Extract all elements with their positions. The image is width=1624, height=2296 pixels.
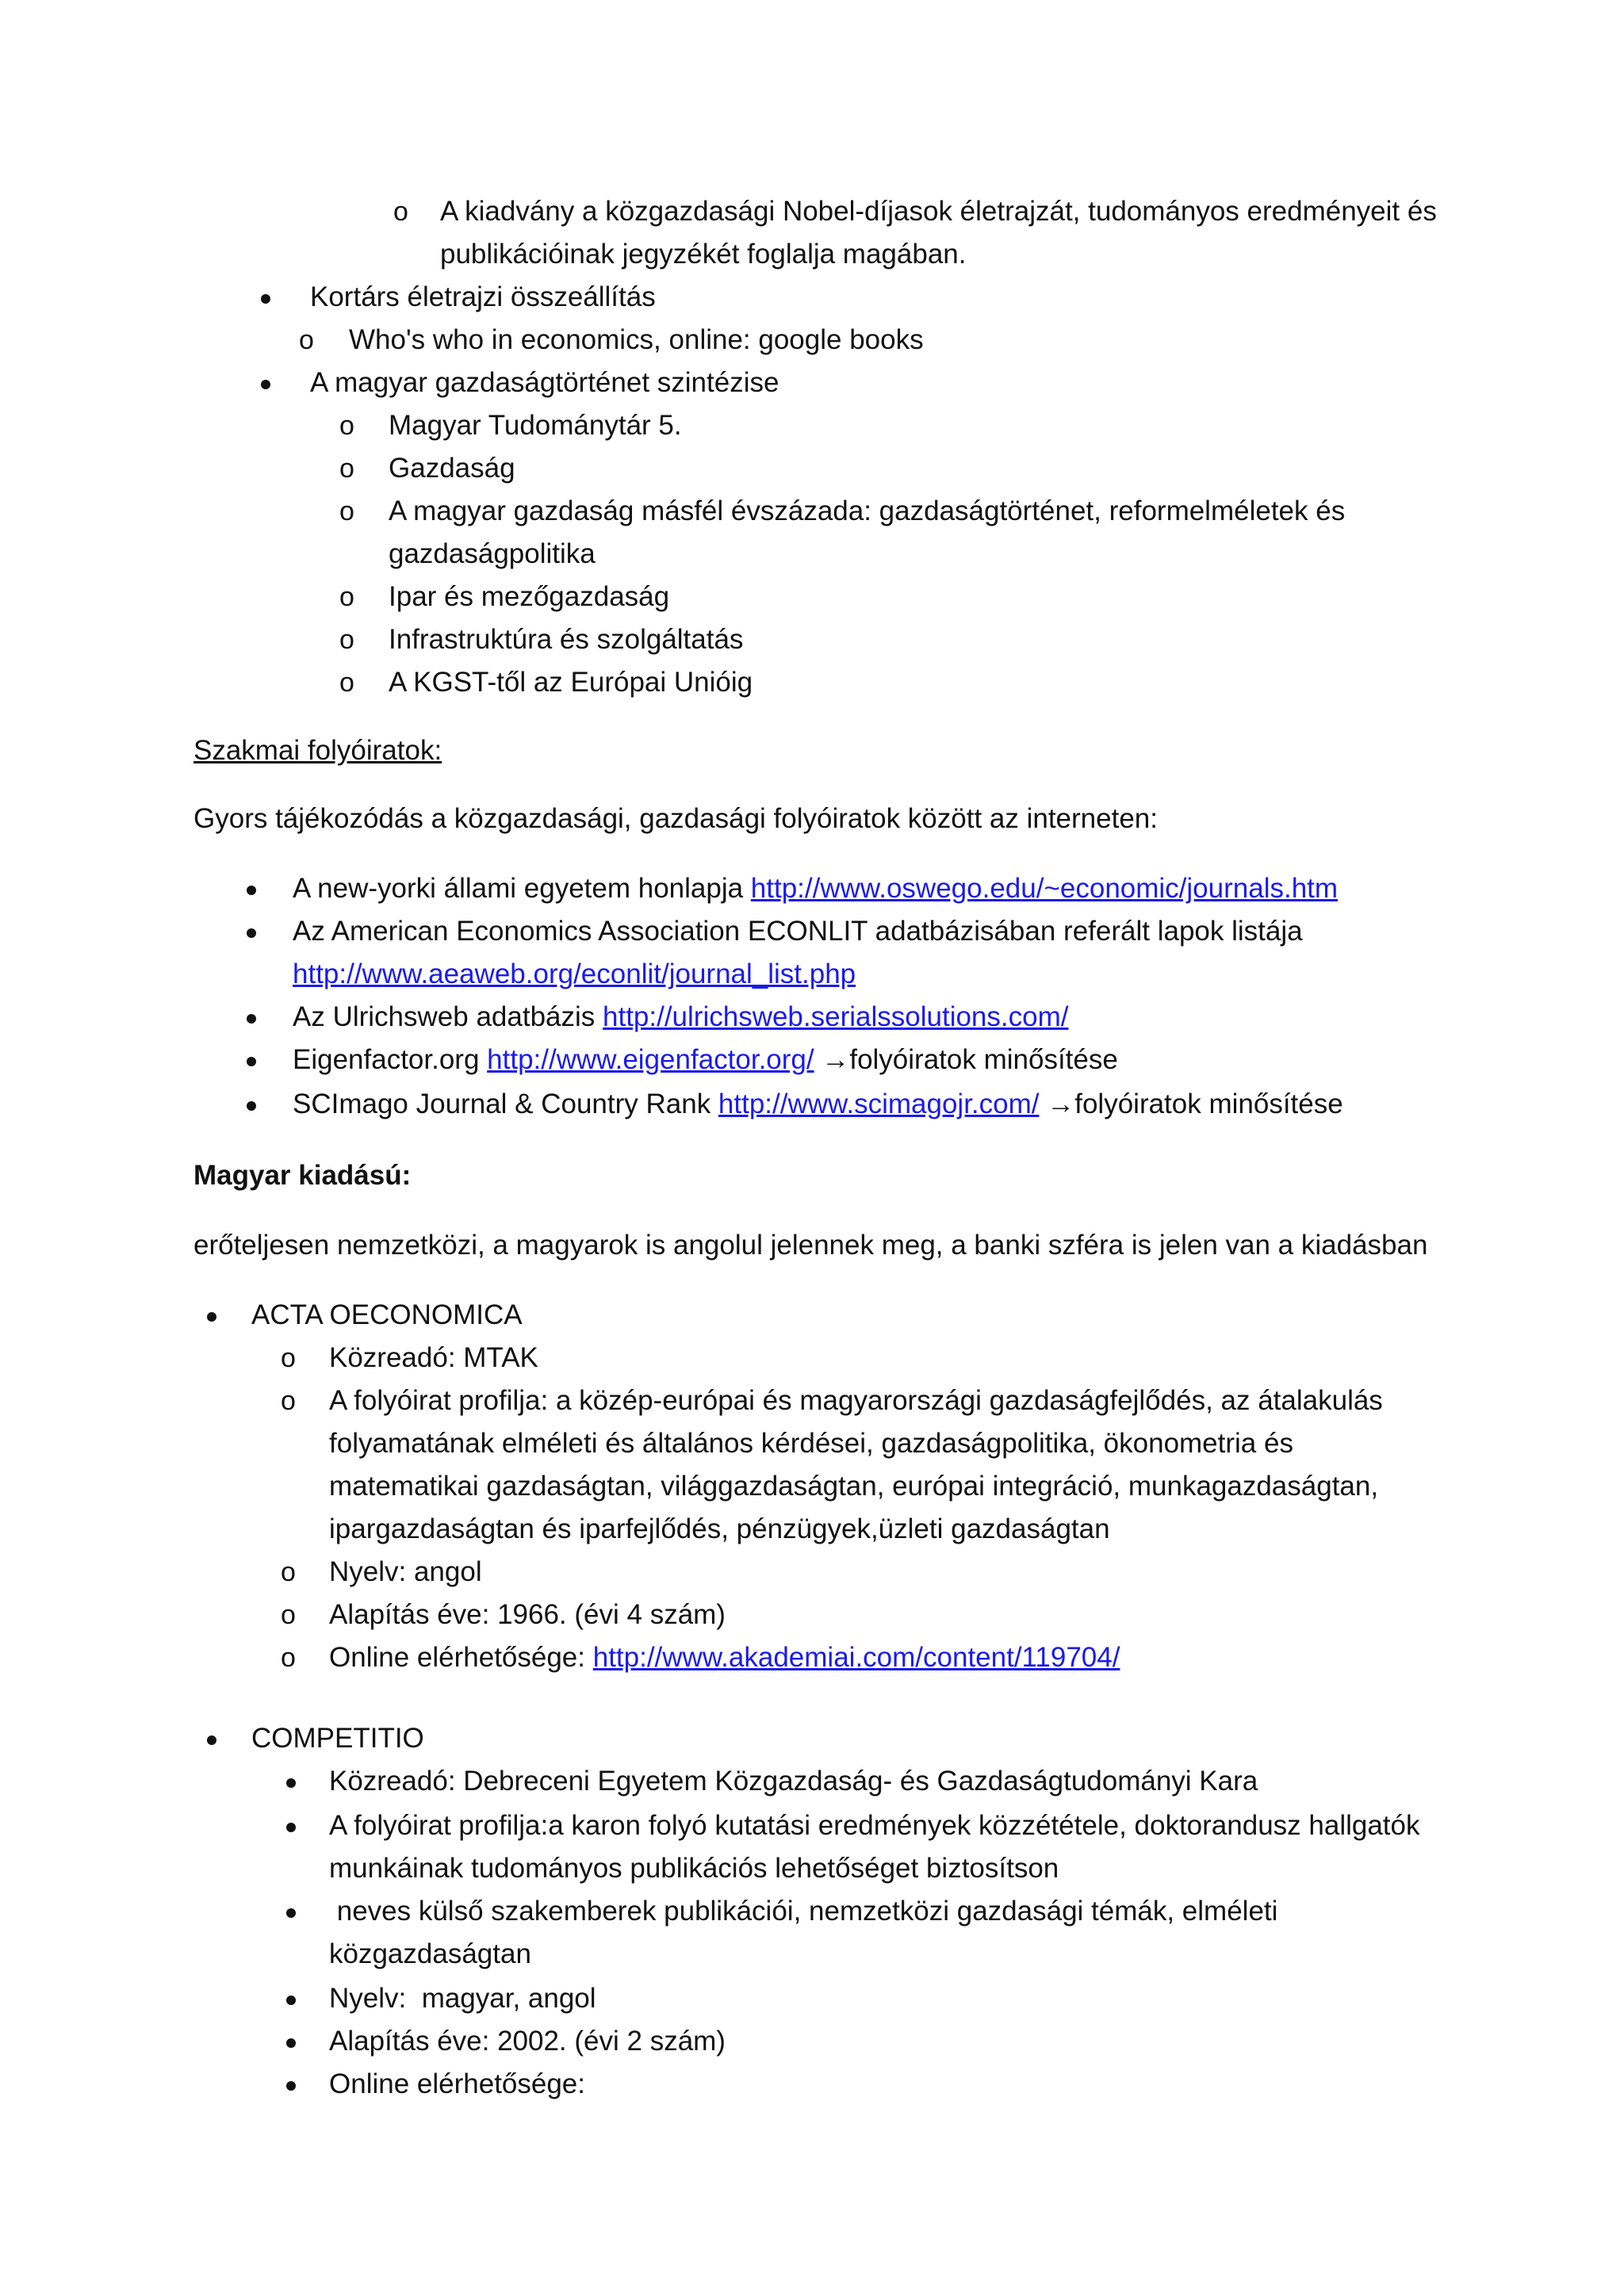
bullet-icon — [207, 1294, 216, 1337]
journal-item-eigenfactor: Eigenfactor.org http://www.eigenfactor.org/ →folyóiratok minősítése — [293, 1044, 1118, 1075]
acta-profil-line-3: matematikai gazdaságtan, világgazdaságtan, európai integráció, munkagazdaságtan, — [329, 1471, 1379, 1502]
competitio-online: Online elérhetősége: — [329, 2068, 585, 2099]
bullet-icon — [247, 1039, 256, 1081]
hollow-bullet: o — [339, 411, 354, 441]
bullet-icon — [247, 867, 256, 910]
nobel-desc-line-1: A kiadvány a közgazdasági Nobel-díjasok életrajzát, tudományos eredményeit és — [440, 196, 1437, 227]
list-item-kortars: Kortárs életrajzi összeállítás — [310, 281, 656, 312]
competitio-neves-line-1: neves külső szakemberek publikációi, nemzetközi gazdasági témák, elméleti — [329, 1896, 1278, 1927]
nobel-desc-line-2: publikációinak jegyzékét foglalja magában. — [440, 239, 967, 270]
bullet-icon — [247, 1083, 256, 1126]
ulrichsweb-link[interactable]: http://ulrichsweb.serialssolutions.com/ — [603, 1001, 1069, 1032]
sub-item: Magyar Tudománytár 5. — [389, 410, 682, 441]
list-item-whoswho: Who's who in economics, online: google books — [349, 324, 924, 355]
journal-item-oswego: A new-yorki állami egyetem honlapja http://www.oswego.edu/~economic/journals.htm — [293, 873, 1339, 904]
hollow-bullet: o — [339, 453, 354, 484]
hollow-bullet: o — [281, 1600, 296, 1630]
competitio-alapitas: Alapítás éve: 2002. (évi 2 szám) — [329, 2026, 726, 2057]
acta-profil-line-4: ipargazdaságtan és iparfejlődés, pénzügyek,üzleti gazdaságtan — [329, 1513, 1110, 1544]
eigenfactor-link[interactable]: http://www.eigenfactor.org/ — [487, 1044, 814, 1075]
sub-item: Ipar és mezőgazdaság — [389, 581, 670, 612]
sub-item: A KGST-től az Európai Unióig — [389, 667, 753, 698]
arrow-right-icon: → — [822, 1044, 850, 1075]
hollow-bullet: o — [281, 1343, 296, 1373]
hollow-bullet: o — [281, 1557, 296, 1587]
section-heading-magyar-kiadasu: Magyar kiadású: — [193, 1160, 412, 1191]
acta-online: Online elérhetősége: http://www.akademiai.com/content/119704/ — [329, 1642, 1120, 1673]
bullet-icon — [286, 2063, 296, 2106]
sub-item: Gazdaság — [389, 453, 515, 484]
bullet-icon — [247, 996, 256, 1039]
hollow-bullet: o — [339, 582, 354, 612]
akademiai-link[interactable]: http://www.akademiai.com/content/119704/ — [592, 1642, 1120, 1673]
scimago-link[interactable]: http://www.scimagojr.com/ — [718, 1089, 1040, 1119]
competitio-neves-line-2: közgazdaságtan — [329, 1938, 531, 1969]
section-heading-szakmai: Szakmai folyóiratok: — [193, 735, 442, 766]
bullet-icon — [247, 910, 256, 953]
oswego-link[interactable]: http://www.oswego.edu/~economic/journals.htm — [750, 873, 1339, 904]
arrow-right-icon: → — [1047, 1089, 1075, 1119]
hollow-bullet: o — [339, 668, 354, 698]
hollow-bullet: o — [339, 625, 354, 655]
competitio-nyelv: Nyelv: magyar, angol — [329, 1983, 596, 2014]
sub-item-continuation: gazdaságpolitika — [389, 538, 596, 569]
sub-item: Infrastruktúra és szolgáltatás — [389, 624, 744, 655]
acta-profil-line-1: A folyóirat profilja: a közép-európai és magyarországi gazdaságfejlődés, az átalakulás — [329, 1385, 1383, 1416]
bullet-icon — [286, 1890, 296, 1933]
competitio-profil-line-2: munkáinak tudományos publikációs lehetőséget biztosítson — [329, 1853, 1059, 1884]
sub-item: A magyar gazdaság másfél évszázada: gazdaságtörténet, reformelméletek és — [389, 496, 1346, 526]
journal-title-acta: ACTA OECONOMICA — [251, 1299, 523, 1330]
journal-title-competitio: COMPETITIO — [251, 1723, 424, 1754]
hollow-bullet: o — [299, 325, 314, 355]
acta-kozreado: Közreadó: MTAK — [329, 1342, 538, 1373]
szakmai-intro: Gyors tájékozódás a közgazdasági, gazdasági folyóiratok között az interneten: — [193, 803, 1158, 834]
bullet-icon — [286, 1760, 296, 1803]
acta-alapitas: Alapítás éve: 1966. (évi 4 szám) — [329, 1599, 726, 1630]
journal-item-econlit: Az American Economics Association ECONLIT adatbázisában referált lapok listája — [293, 916, 1303, 947]
acta-profil-line-2: folyamatának elméleti és általános kérdései, gazdaságpolitika, ökonometria és — [329, 1428, 1293, 1459]
bullet-icon — [286, 1977, 296, 2020]
competitio-profil-line-1: A folyóirat profilja:a karon folyó kutatási eredmények közzététele, doktorandusz hallgatók — [329, 1810, 1420, 1841]
magyar-kiadasu-intro: erőteljesen nemzetközi, a magyarok is angolul jelennek meg, a banki szféra is jelen van a kiadásban — [193, 1230, 1428, 1261]
hollow-bullet: o — [393, 197, 408, 227]
econlit-link[interactable]: http://www.aeaweb.org/econlit/journal_list.php — [293, 959, 856, 989]
journal-item-scimago: SCImago Journal & Country Rank http://www.scimagojr.com/ →folyóiratok minősítése — [293, 1089, 1343, 1119]
bullet-icon — [286, 1804, 296, 1847]
hollow-bullet: o — [339, 496, 354, 526]
bullet-icon — [261, 276, 270, 319]
acta-nyelv: Nyelv: angol — [329, 1556, 482, 1587]
bullet-icon — [261, 362, 270, 404]
hollow-bullet: o — [281, 1386, 296, 1416]
bullet-icon — [207, 1717, 216, 1760]
hollow-bullet: o — [281, 1643, 296, 1673]
competitio-kozreado: Közreadó: Debreceni Egyetem Közgazdaság- és Gazdaságtudományi Kara — [329, 1766, 1258, 1797]
bullet-icon — [286, 2020, 296, 2063]
journal-item-ulrichsweb: Az Ulrichsweb adatbázis http://ulrichsweb.serialssolutions.com/ — [293, 1001, 1069, 1032]
list-item-magyar-gazd: A magyar gazdaságtörténet szintézise — [310, 367, 779, 398]
